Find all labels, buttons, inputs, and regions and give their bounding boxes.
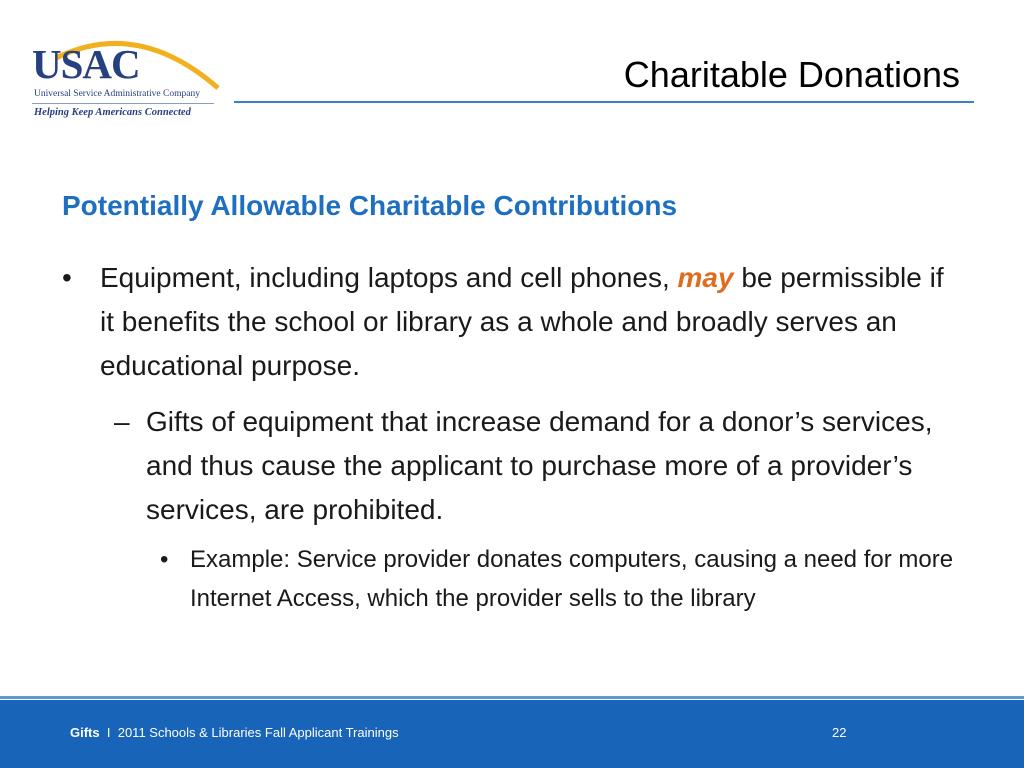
bullet-marker: • xyxy=(62,262,72,293)
logo-company-name: Universal Service Administrative Company xyxy=(34,89,200,99)
footer-divider xyxy=(0,696,1024,699)
bullet-level-2 xyxy=(114,400,974,532)
bullet-marker: • xyxy=(160,546,169,573)
footer-caption xyxy=(70,725,399,740)
bullet-level-3 xyxy=(160,540,960,618)
bullet-text-end: be permissible if it benefits the school or library as a whole and broadly serves an educational purpose. xyxy=(100,262,944,381)
usac-logo xyxy=(28,28,228,128)
bullet-emphasis: may xyxy=(677,262,734,293)
example-text: Example: Service provider donates computers, causing a need for more Internet Access, which the provider sells to the library xyxy=(190,546,954,612)
footer-section: Gifts xyxy=(70,725,100,740)
logo-divider xyxy=(32,103,214,104)
bullet-level-1 xyxy=(62,256,962,388)
page-number: 22 xyxy=(832,725,847,740)
bullet-text xyxy=(100,256,962,388)
sub-bullet-text: Gifts of equipment that increase demand for a donor’s services, and thus cause the applicant to purchase more of a provider’s services, are prohibited. xyxy=(146,406,933,525)
title-underline xyxy=(234,101,974,103)
dash-marker: – xyxy=(114,406,130,437)
footer-separator: I xyxy=(106,725,111,740)
slide-title: Charitable Donations xyxy=(623,54,960,95)
slide-subtitle: Potentially Allowable Charitable Contributions xyxy=(62,190,678,221)
logo-wordmark: USAC xyxy=(32,41,140,87)
bullet-text-start: Equipment, including laptops and cell phones, xyxy=(100,262,678,293)
logo-tagline: Helping Keep Americans Connected xyxy=(34,107,191,118)
footer-event: 2011 Schools & Libraries Fall Applicant Trainings xyxy=(117,725,399,740)
